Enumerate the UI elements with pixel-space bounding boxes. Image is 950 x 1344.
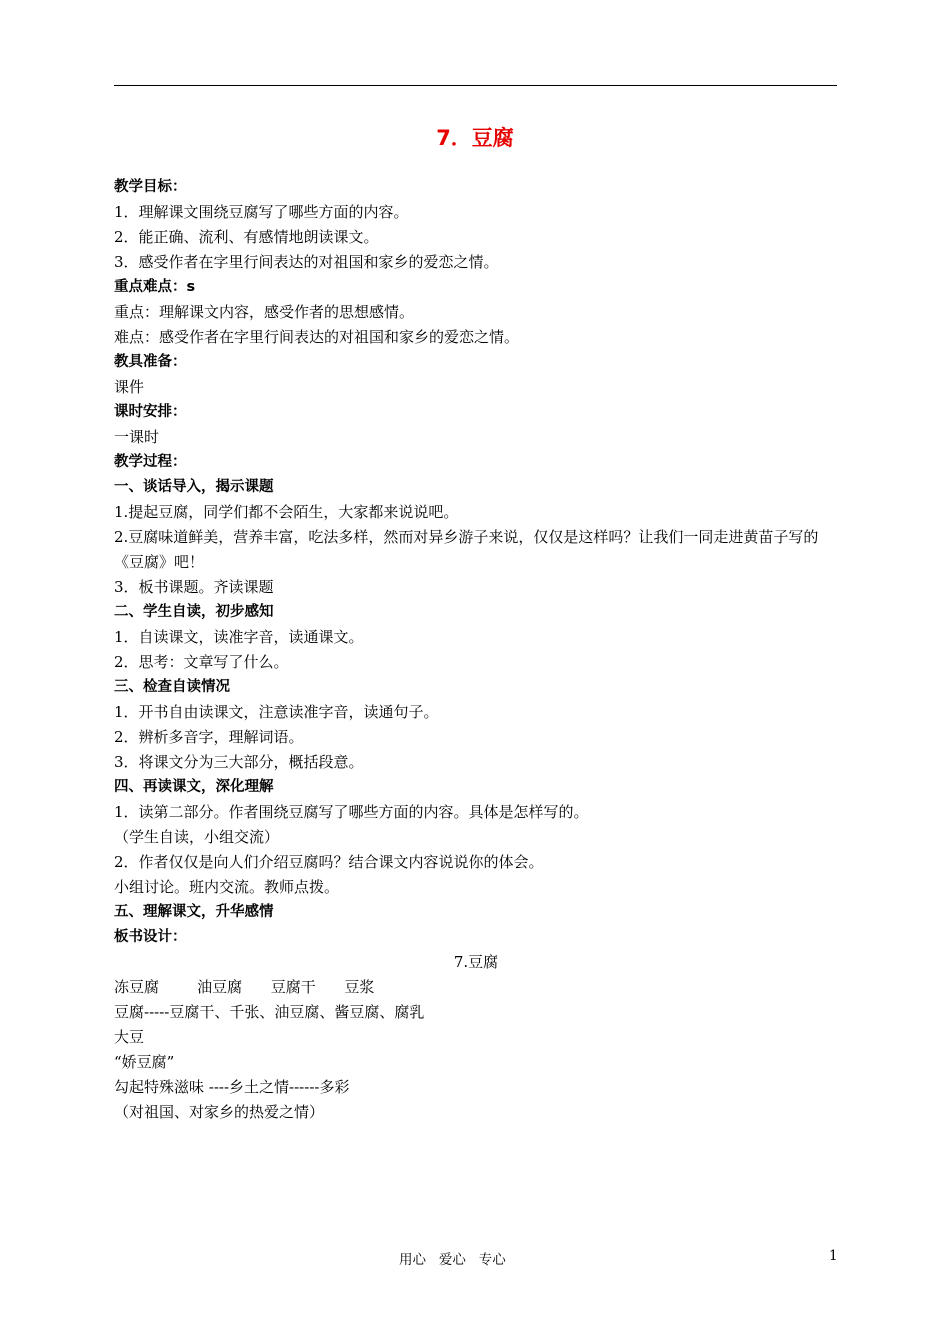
- board-line: 冻豆腐 油豆腐 豆腐干 豆浆: [114, 978, 375, 996]
- objectives-heading: 教学目标：: [114, 179, 187, 195]
- header-rule: [114, 85, 837, 86]
- page-title: 7．豆腐: [436, 126, 514, 150]
- page-number: 1: [829, 1248, 838, 1264]
- board-line: 勾起特殊滋味 ----乡土之情------多彩: [114, 1078, 350, 1096]
- board-line: “娇豆腐”: [114, 1053, 175, 1071]
- part2-item: 1．自读课文，读准字音，读通课文。: [114, 628, 364, 646]
- part1-item: 3．板书课题。齐读课题: [114, 578, 274, 596]
- objective-item: 2．能正确、流利、有感情地朗读课文。: [114, 228, 379, 246]
- keypoints-heading: 重点难点：s: [114, 279, 196, 295]
- part4-item: 1．读第二部分。作者围绕豆腐写了哪些方面的内容。具体是怎样写的。: [114, 803, 589, 821]
- board-heading: 板书设计：: [114, 929, 187, 945]
- keypoint-item: 难点：感受作者在字里行间表达的对祖国和家乡的爱恋之情。: [114, 328, 520, 346]
- footer-motto: 用心 爱心 专心: [399, 1252, 506, 1268]
- keypoint-item: 重点：理解课文内容，感受作者的思想感情。: [114, 303, 415, 321]
- materials-heading: 教具准备：: [114, 354, 187, 370]
- document-body: [114, 175, 838, 1125]
- part2-item: 2．思考：文章写了什么。: [114, 653, 289, 671]
- schedule-text: 一课时: [114, 428, 160, 446]
- part3-item: 2．辨析多音字，理解词语。: [114, 728, 304, 746]
- part4-item: （学生自读，小组交流）: [114, 828, 280, 846]
- objective-item: 3．感受作者在字里行间表达的对祖国和家乡的爱恋之情。: [114, 253, 499, 271]
- schedule-heading: 课时安排：: [114, 404, 187, 420]
- board-title: 7.豆腐: [453, 953, 499, 971]
- board-line: 豆腐-----豆腐干、千张、油豆腐、酱豆腐、腐乳: [114, 1003, 425, 1021]
- part1-heading: 一、谈话导入，揭示课题: [114, 479, 274, 495]
- part1-item: 1.提起豆腐，同学们都不会陌生，大家都来说说吧。: [114, 503, 459, 521]
- part3-heading: 三、检查自读情况: [114, 679, 230, 695]
- part4-item: 小组讨论。班内交流。教师点拨。: [114, 878, 340, 896]
- part3-item: 3．将课文分为三大部分，概括段意。: [114, 753, 364, 771]
- part4-heading: 四、再读课文，深化理解: [114, 779, 274, 795]
- board-line: 大豆: [114, 1028, 145, 1046]
- part5-heading: 五、理解课文，升华感情: [114, 904, 274, 920]
- objective-item: 1．理解课文围绕豆腐写了哪些方面的内容。: [114, 203, 409, 221]
- process-heading: 教学过程：: [114, 454, 187, 470]
- part3-item: 1．开书自由读课文，注意读准字音，读通句子。: [114, 703, 439, 721]
- materials-text: 课件: [114, 378, 145, 396]
- board-line: （对祖国、对家乡的热爱之情）: [114, 1103, 325, 1121]
- part1-item: 2.豆腐味道鲜美，营养丰富，吃法多样，然而对异乡游子来说，仅仅是这样吗？让我们一同走进黄苗子写的《豆腐》吧！: [114, 528, 819, 571]
- part4-item: 2．作者仅仅是向人们介绍豆腐吗？结合课文内容说说你的体会。: [114, 853, 544, 871]
- part2-heading: 二、学生自读，初步感知: [114, 604, 274, 620]
